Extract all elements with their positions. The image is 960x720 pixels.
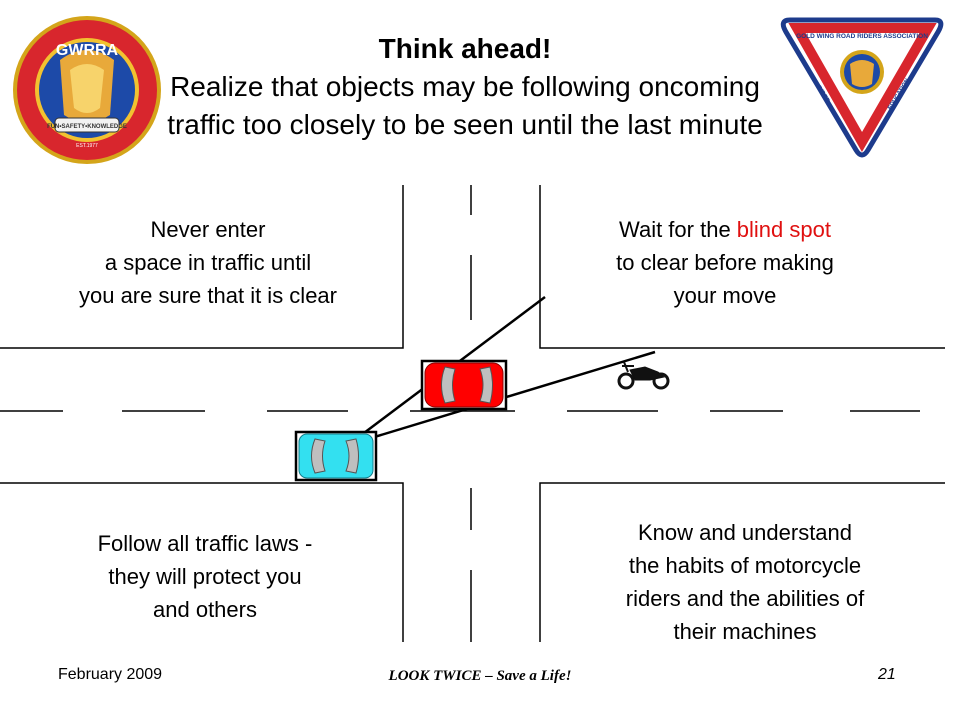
text-bottom-left-line3: and others bbox=[153, 597, 257, 622]
text-top-right-line1 bbox=[575, 213, 875, 246]
svg-text:EDUCATION: EDUCATION bbox=[887, 77, 912, 112]
text-top-left bbox=[28, 213, 388, 312]
svg-text:GWRRA: GWRRA bbox=[55, 42, 119, 59]
title-heading: Think ahead! bbox=[378, 33, 552, 64]
blind-spot-highlight: blind spot bbox=[736, 217, 831, 242]
text-bottom-right-line2: the habits of motorcycle bbox=[628, 553, 862, 578]
text-top-left-line1: Never enter bbox=[150, 217, 266, 242]
text-top-right-prefix: Wait for the bbox=[619, 217, 737, 242]
text-top-left-line3: you are sure that it is clear bbox=[78, 283, 337, 308]
motorcycle-icon bbox=[619, 362, 668, 388]
footer-slogan: LOOK TWICE – Save a Life! bbox=[388, 668, 572, 684]
rider-education-logo bbox=[783, 20, 941, 155]
svg-text:EST.1977: EST.1977 bbox=[76, 143, 98, 149]
footer-page-number: 21 bbox=[878, 666, 896, 683]
text-top-right-line2: to clear before making bbox=[616, 250, 834, 275]
svg-text:RIDER: RIDER bbox=[815, 84, 831, 104]
text-bottom-right bbox=[575, 516, 915, 648]
footer-date: February 2009 bbox=[58, 666, 163, 683]
text-bottom-left bbox=[45, 527, 365, 626]
text-bottom-left-line2: they will protect you bbox=[108, 564, 302, 589]
text-bottom-left-line1: Follow all traffic laws - bbox=[97, 531, 313, 556]
text-top-right bbox=[575, 213, 875, 312]
text-bottom-right-line3: riders and the abilities of bbox=[625, 586, 865, 611]
cyan-car bbox=[296, 432, 376, 480]
red-car bbox=[422, 361, 506, 409]
svg-text:GOLD WING ROAD RIDERS ASSOCIAT: GOLD WING ROAD RIDERS ASSOCIATION bbox=[796, 33, 928, 40]
text-top-right-line3: your move bbox=[673, 283, 777, 308]
slide-title bbox=[160, 30, 770, 144]
text-bottom-right-line1: Know and understand bbox=[637, 520, 853, 545]
title-subheading: Realize that objects may be following oncoming traffic too closely to be seen until the last minute bbox=[167, 71, 763, 140]
svg-text:FUN•SAFETY•KNOWLEDGE: FUN•SAFETY•KNOWLEDGE bbox=[47, 124, 127, 130]
gwrra-logo bbox=[13, 16, 161, 164]
text-bottom-right-line4: their machines bbox=[673, 619, 817, 644]
text-top-left-line2: a space in traffic until bbox=[104, 250, 312, 275]
